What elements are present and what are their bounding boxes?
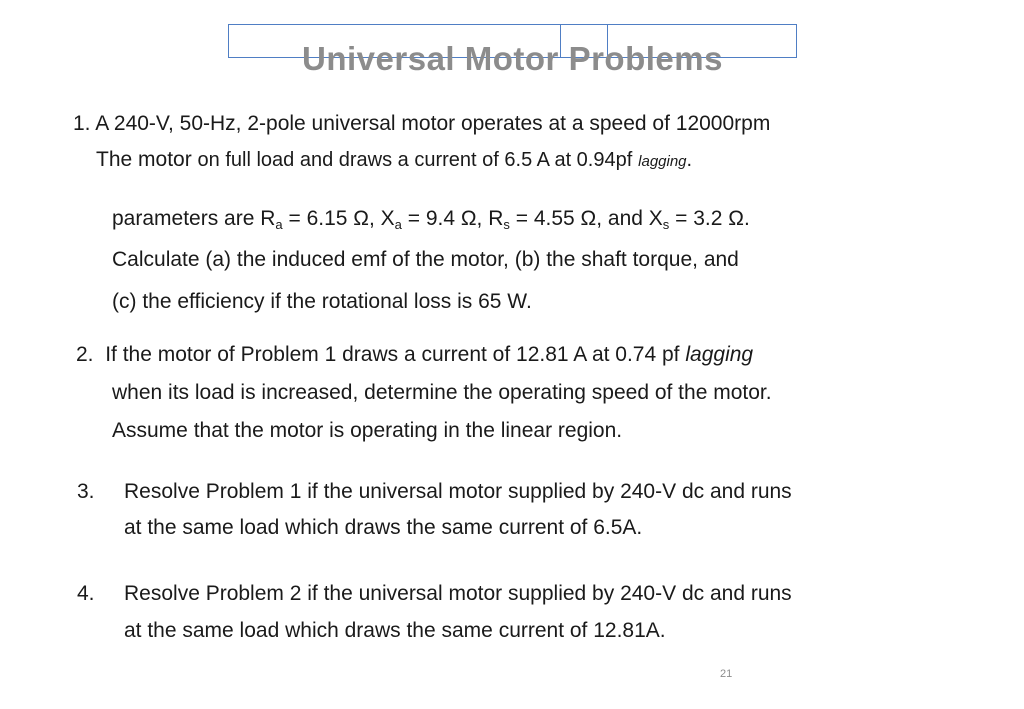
problem-3-line-1: Resolve Problem 1 if the universal motor supplied by 240-V dc and runs — [124, 480, 792, 503]
problem-1-line-1 — [73, 111, 770, 137]
problem-2-text-1a: If the motor of Problem 1 draws a current of 12.81 A at 0.74 pf — [105, 343, 680, 366]
slide-title: Universal Motor Problems — [302, 40, 723, 77]
param-text-a: parameters are R — [112, 207, 276, 230]
param-text-c: = 9.4 Ω, R — [401, 207, 504, 230]
problem-1-text-2d: . — [686, 149, 693, 171]
problem-3-line-2: at the same load which draws the same current of 6.5A. — [124, 516, 643, 539]
problem-1-line-3 — [112, 206, 750, 232]
param-sub-d: s — [662, 217, 670, 232]
problem-1-line-2 — [96, 147, 692, 175]
problem-3-number: 3. — [77, 480, 95, 503]
problem-1-line-4: Calculate (a) the induced emf of the motor, (b) the shaft torque, and — [112, 248, 739, 271]
problem-2-line-2: when its load is increased, determine the operating speed of the motor. — [112, 381, 772, 404]
param-sub-a: a — [275, 217, 283, 232]
param-sub-b: a — [394, 217, 402, 232]
problem-4-number: 4. — [77, 582, 95, 605]
page-number: 21 — [720, 668, 733, 680]
problem-4-line-2: at the same load which draws the same current of 12.81A. — [124, 619, 666, 642]
problem-4-line-1: Resolve Problem 2 if the universal motor supplied by 240-V dc and runs — [124, 582, 792, 605]
param-text-d: = 4.55 Ω, and X — [509, 207, 663, 230]
param-text-b: = 6.15 Ω, X — [282, 207, 395, 230]
problem-1-text-2b: on full load and draws a current of 6.5 A at 0.94pf — [197, 149, 633, 171]
param-sub-c: s — [503, 217, 510, 232]
problem-1-text-2a: The motor — [96, 148, 192, 171]
problem-1-line-5: (c) the efficiency if the rotational loss is 65 W. — [112, 290, 532, 313]
problem-2-line-1 — [76, 342, 753, 368]
problem-1-number: 1. — [73, 112, 91, 135]
param-text-e: = 3.2 Ω. — [669, 207, 750, 230]
problem-2-number: 2. — [76, 343, 94, 366]
problem-2-text-1b: lagging — [685, 343, 754, 366]
problem-1-text-1: A 240-V, 50-Hz, 2-pole universal motor operates at a speed of 12000rpm — [95, 112, 771, 135]
problem-1-text-2c: lagging — [638, 153, 687, 170]
problem-2-line-3: Assume that the motor is operating in the linear region. — [112, 419, 623, 442]
